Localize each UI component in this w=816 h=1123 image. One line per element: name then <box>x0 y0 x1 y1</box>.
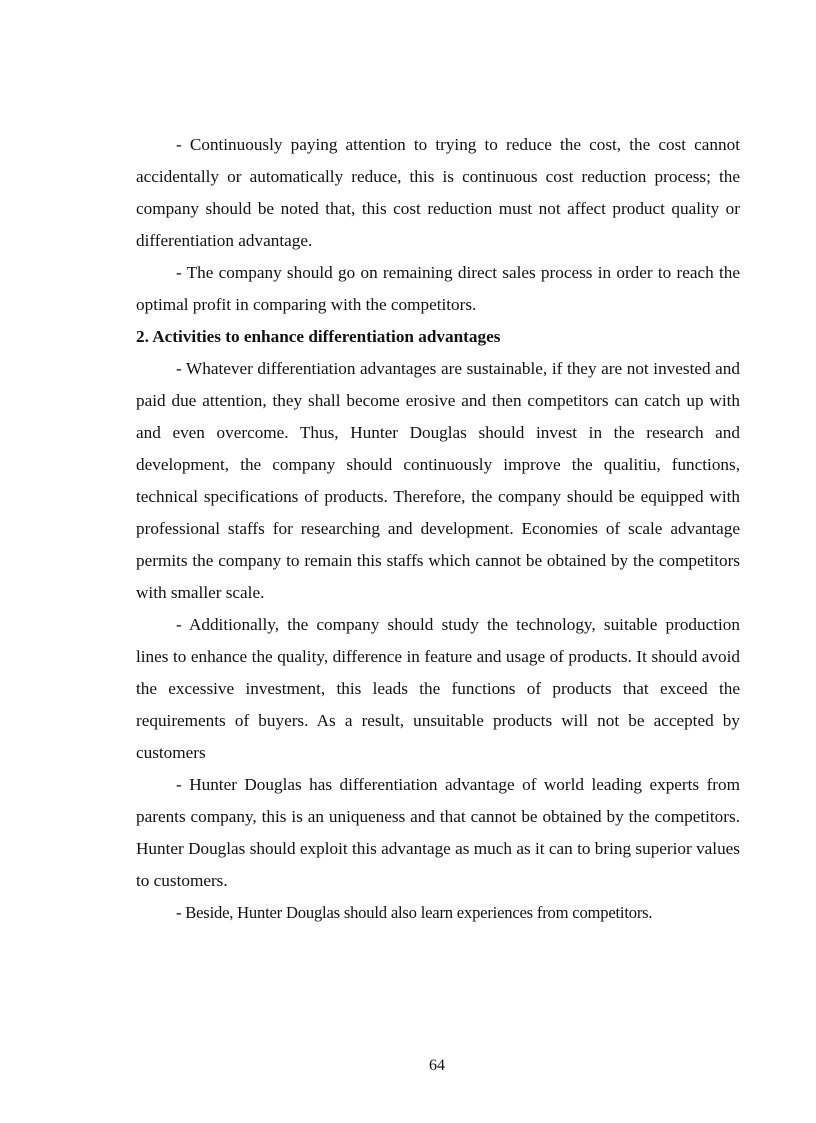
document-body <box>136 129 740 929</box>
page-number: 64 <box>429 1057 445 1074</box>
paragraph-research-development: - Whatever differentiation advantages are sustainable, if they are not invested and paid due attention, they shall become erosive and then competitors can catch up with and even overcome. Thus, Hunter Douglas should invest in the research and development, the company should continuously improve the qualitiu, functions, technical specifications of products. Therefore, the company should be equipped with professional staffs for researching and development. Economies of scale advantage permits the company to remain this staffs which cannot be obtained by the competitors with smaller scale. <box>136 359 740 602</box>
section-heading: 2. Activities to enhance differentiation advantages <box>136 327 501 346</box>
paragraph-experts: - Hunter Douglas has differentiation advantage of world leading experts from parents company, this is an uniqueness and that cannot be obtained by the competitors. Hunter Douglas should exploit this advantage as much as it can to bring superior values to customers. <box>136 775 740 890</box>
paragraph-learn-competitors: - Beside, Hunter Douglas should also learn experiences from competitors. <box>176 903 653 922</box>
paragraph-cost-reduction: - Continuously paying attention to trying to reduce the cost, the cost cannot accidentally or automatically reduce, this is continuous cost reduction process; the company should be noted that, this cost reduction must not affect product quality or differentiation advantage. <box>136 135 740 250</box>
paragraph-technology: - Additionally, the company should study the technology, suitable production lines to enhance the quality, difference in feature and usage of products. It should avoid the excessive investment, this leads the functions of products that exceed the requirements of buyers. As a result, unsuitable products will not be accepted by customers <box>136 615 740 762</box>
paragraph-direct-sales: - The company should go on remaining direct sales process in order to reach the optimal profit in comparing with the competitors. <box>136 263 740 314</box>
